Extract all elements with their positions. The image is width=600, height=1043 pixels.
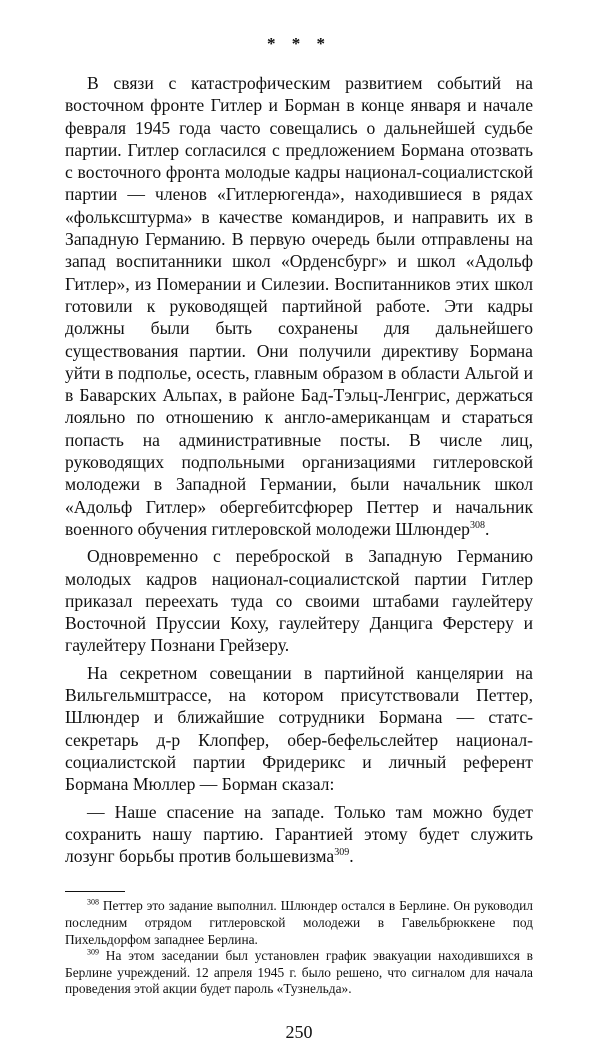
footnote-309 (65, 948, 533, 998)
footnote-number: 308 (87, 897, 99, 907)
paragraph-text: В связи с катастрофическим развитием событий на восточном фронте Гитлер и Борман в конце января и начале февраля 1945 года часто совещались о дальнейшей судьбе партии. Гитлер согласился с предложением Бормана отозвать с восточного фронта молодые кадры национал-социалистской партии — членов «Гитлерюгенда», находившиеся в рядах «фольксштурма» в качестве командиров, и направить их в Западную Германию. В первую очередь были отправлены на запад воспитанники школ «Орденсбург» и школ «Адольф Гитлер», из Померании и Силезии. Воспитанников этих школ готовили к руководящей партийной работе. Эти кадры должны были быть сохранены для дальнейшего существования партии. Они получили директиву Бормана уйти в подполье, осесть, главным образом в области Альгой и в Баварских Альпах, в районе Бад-Тэльц-Ленгрис, держаться лояльно по отношению к англо-американцам и стараться попасть на административные посты. В числе лиц, руководящих подпольными организациями гитлеровской молодежи в Западной Германии, были начальник школ «Адольф Гитлер» обергебитсфюрер Петтер и начальник военного обучения гитлеровской молодежи Шлюндер (65, 73, 533, 539)
footnote-ref-308[interactable]: 308 (469, 520, 485, 532)
paragraph-tail: . (484, 518, 490, 539)
paragraph-1 (65, 72, 533, 540)
paragraph-2 (65, 545, 533, 656)
footnote-text: Петтер это задание выполнил. Шлюндер остался в Берлине. Он руководил последним отрядом гитлеровской молодежи в Гавельбрюккене под Пихельдорфом западнее Берлина. (65, 898, 533, 947)
paragraph-text: На секретном совещании в партийной канцелярии на Вильгельмштрассе, на котором присутствовали Петтер, Шлюндер и ближайшие сотрудники Бормана — статс-секретарь д-р Клопфер, обер-бефельслейтер национал-социалистской партии Фридерикс и личный референт Бормана Мюллер — Борман сказал: (65, 662, 533, 795)
book-page (65, 34, 533, 1043)
footnote-number: 309 (87, 947, 99, 957)
paragraph-3 (65, 662, 533, 796)
footnote-divider (65, 891, 125, 892)
paragraph-text: — Наше спасение на западе. Только там можно будет сохранить нашу партию. Гарантией этому будет служить лозунг борьбы против большевизма (65, 801, 533, 867)
section-separator: * * * (267, 34, 331, 53)
paragraph-text: Одновременно с переброской в Западную Германию молодых кадров национал-социалистской партии Гитлер приказал переехать туда со своими штабами гаулейтеру Восточной Пруссии Коху, гаулейтеру Данцига Ферстеру и гаулейтеру Познани Грейзеру. (65, 546, 533, 656)
footnote-ref-309[interactable]: 309 (334, 847, 350, 859)
page-number: 250 (285, 1021, 313, 1042)
paragraph-tail: . (349, 846, 354, 867)
paragraph-4 (65, 801, 533, 868)
footnote-text: На этом заседании был установлен график эвакуации находившихся в Берлине учреждений. 12 апреля 1945 г. было решено, что сигналом для начала проведения этой акции будет пароль «Тузнельда». (65, 948, 533, 997)
footnote-308 (65, 898, 533, 948)
